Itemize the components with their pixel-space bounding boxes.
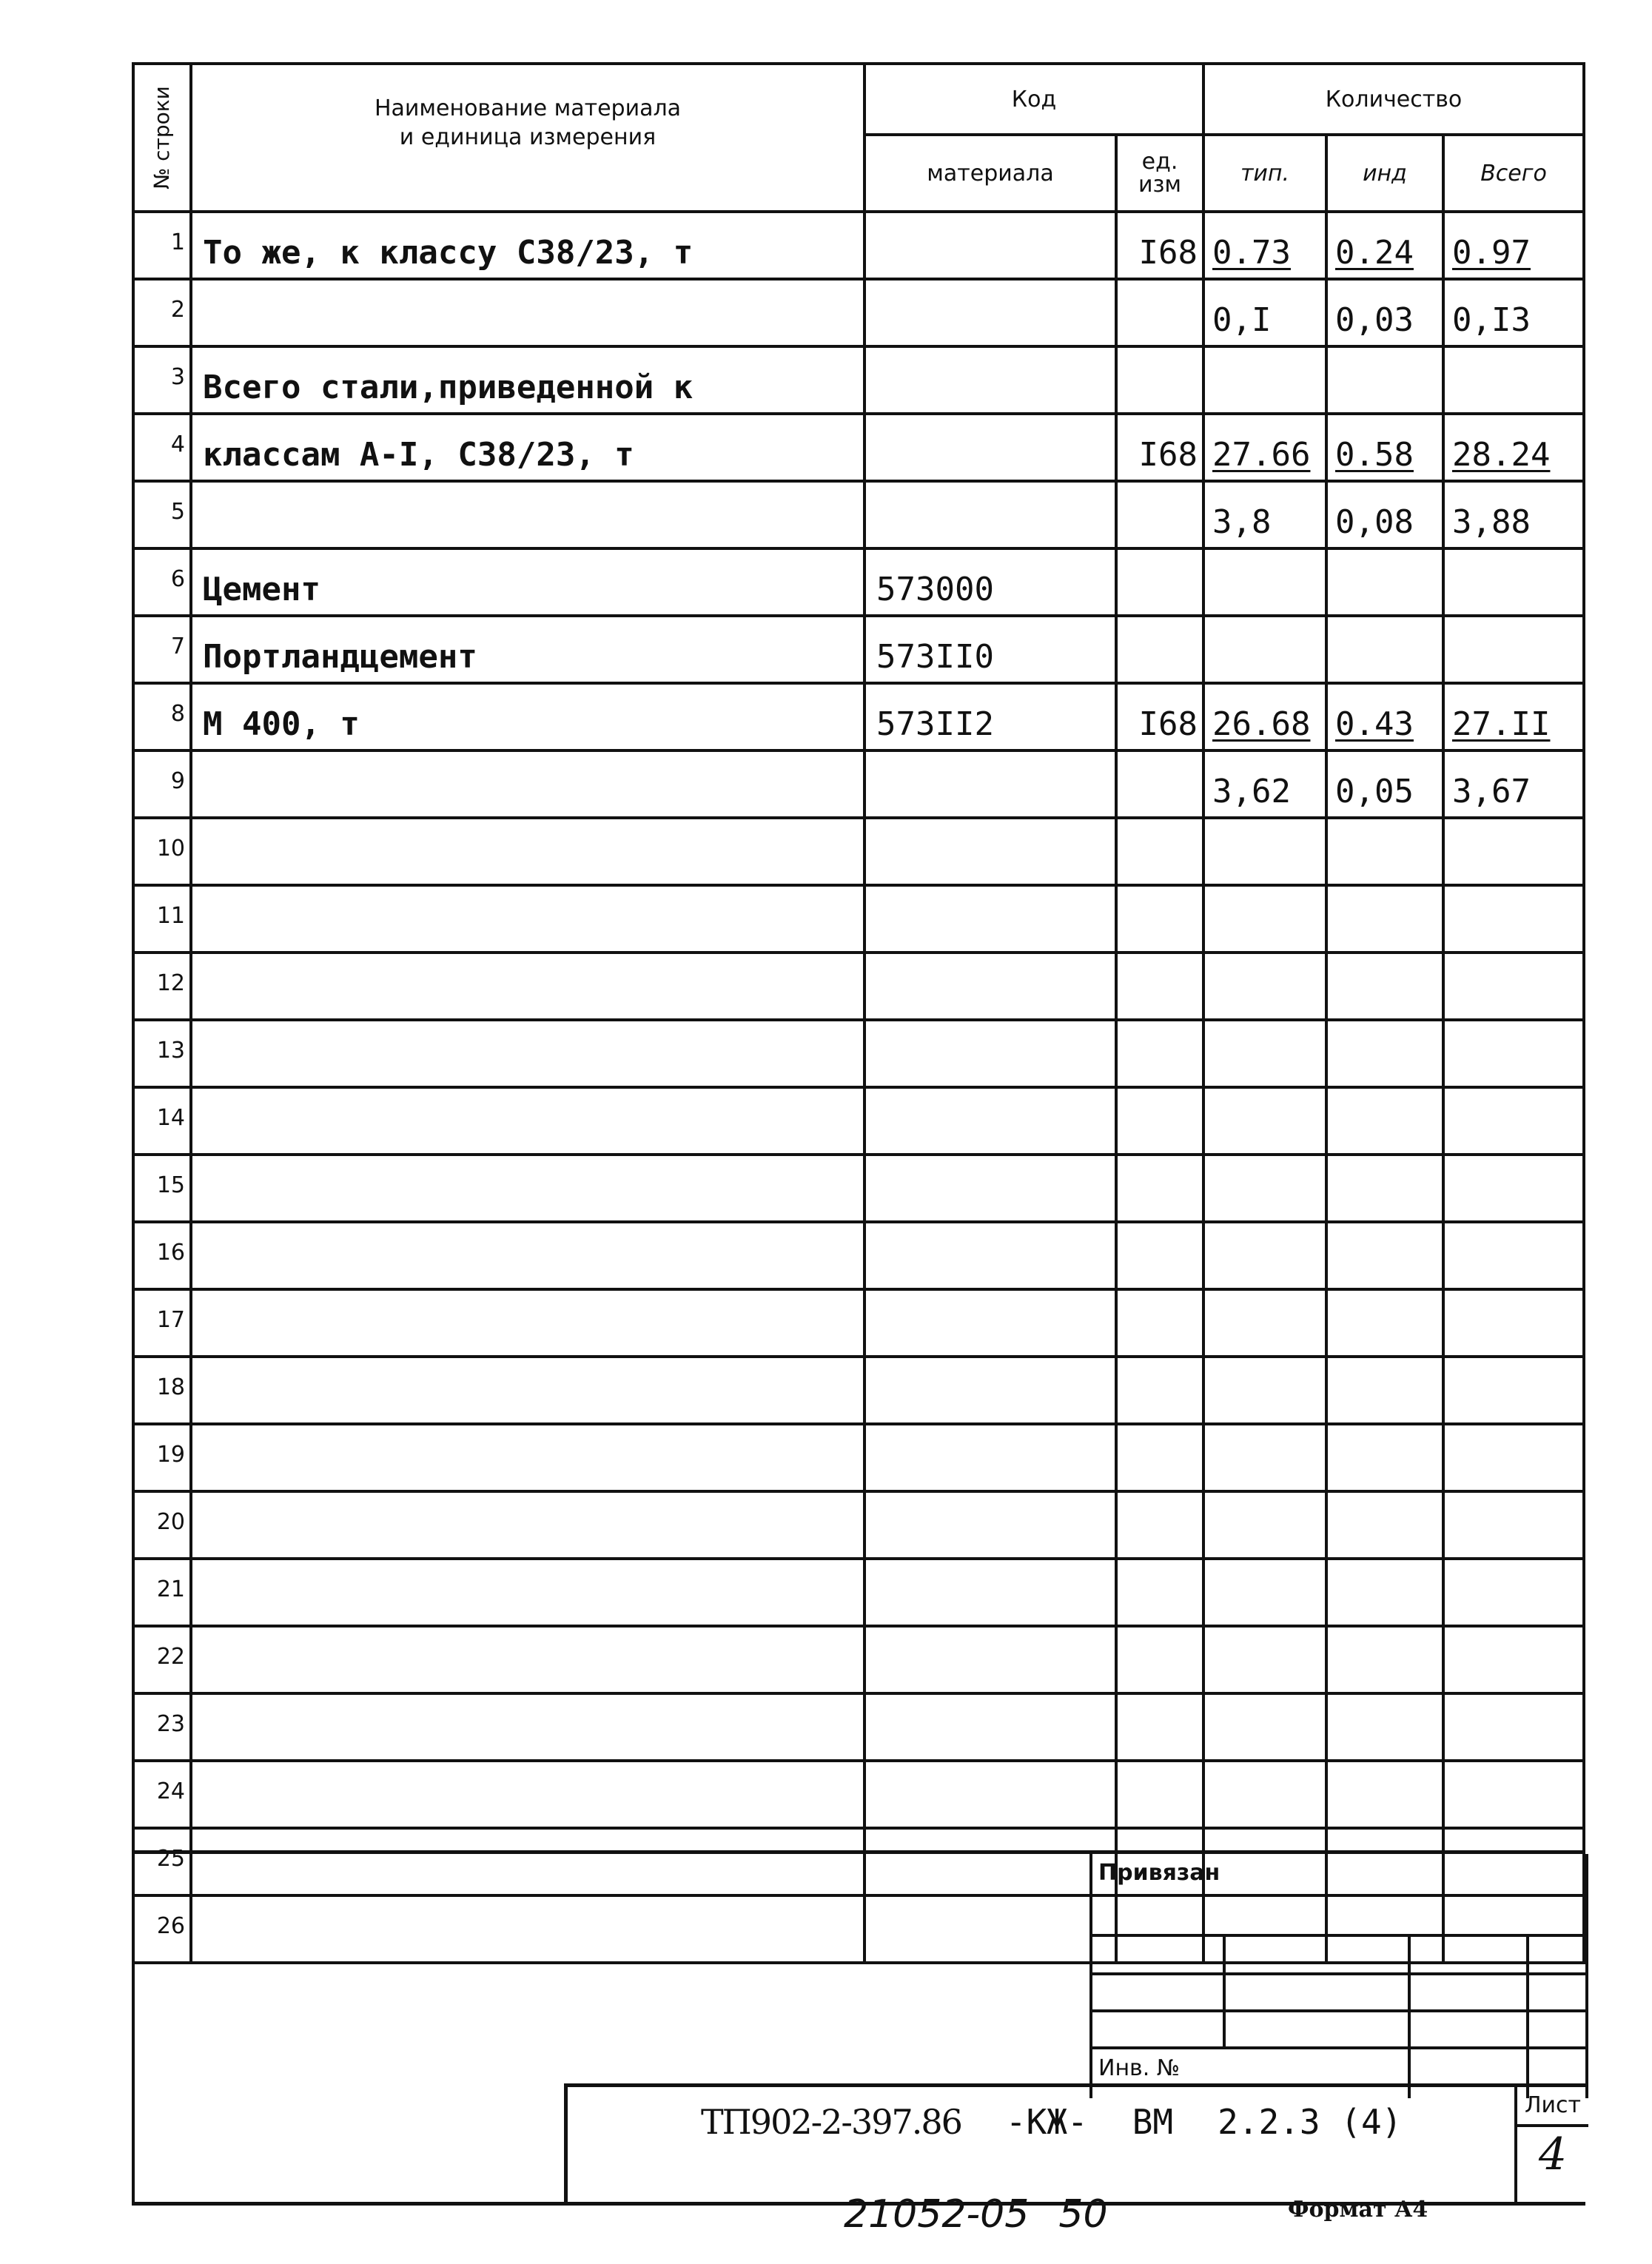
qty-total <box>1443 1357 1584 1424</box>
table-row <box>133 683 1584 750</box>
material-code <box>864 279 1116 346</box>
qty-total <box>1443 953 1584 1020</box>
qty-ind <box>1326 548 1443 616</box>
row-number: 14 <box>133 1087 191 1155</box>
table-row <box>133 750 1584 818</box>
attachment-block <box>1089 1854 1588 2098</box>
material-code <box>864 750 1116 818</box>
material-code <box>864 1289 1116 1357</box>
qty-total <box>1443 1559 1584 1626</box>
row-number: 4 <box>133 414 191 481</box>
qty-ind <box>1326 1693 1443 1761</box>
material-code: 573II0 <box>864 616 1116 683</box>
qty-ind <box>1326 953 1443 1020</box>
qty-ind: 0,03 <box>1326 279 1443 346</box>
qty-typ: 0.73 <box>1203 212 1326 279</box>
material-name <box>191 1559 864 1626</box>
unit-code <box>1116 1491 1203 1559</box>
table-row <box>133 414 1584 481</box>
row-number: 22 <box>133 1626 191 1693</box>
qty-ind <box>1326 1761 1443 1828</box>
material-code <box>864 414 1116 481</box>
unit-code <box>1116 1559 1203 1626</box>
sheet-label: Лист <box>1517 2087 1588 2127</box>
unit-code <box>1116 1693 1203 1761</box>
table-row <box>133 616 1584 683</box>
table-row <box>133 1491 1584 1559</box>
qty-total: 27.II <box>1443 683 1584 750</box>
qty-ind <box>1326 1155 1443 1222</box>
title-block <box>132 1850 1585 2206</box>
material-code <box>864 1357 1116 1424</box>
unit-code <box>1116 1626 1203 1693</box>
qty-total <box>1443 1087 1584 1155</box>
quantity-group-header: Количество <box>1203 64 1584 135</box>
qty-ind <box>1326 346 1443 414</box>
row-number: 25 <box>133 1828 191 1895</box>
unit-code <box>1116 750 1203 818</box>
unit-code <box>1116 1424 1203 1491</box>
material-name <box>191 750 864 818</box>
unit-code <box>1116 1761 1203 1828</box>
material-code <box>864 1155 1116 1222</box>
qty-ind <box>1326 1289 1443 1357</box>
material-code <box>864 1693 1116 1761</box>
qty-total <box>1443 1761 1584 1828</box>
material-name <box>191 481 864 548</box>
material-name: Цемент <box>191 548 864 616</box>
qty-total <box>1443 616 1584 683</box>
material-name <box>191 1222 864 1289</box>
material-code <box>864 818 1116 885</box>
materials-table <box>132 62 1585 1964</box>
qty-typ <box>1203 1761 1326 1828</box>
table-row <box>133 1222 1584 1289</box>
format-label: Формат А4 <box>1288 2197 1428 2223</box>
material-name <box>191 1289 864 1357</box>
qty-typ <box>1203 1559 1326 1626</box>
material-name <box>191 1424 864 1491</box>
unit-code <box>1116 346 1203 414</box>
qty-ind <box>1326 885 1443 953</box>
material-name: То же, к классу С38/23, т <box>191 212 864 279</box>
table-row <box>133 212 1584 279</box>
material-code <box>864 885 1116 953</box>
material-name <box>191 279 864 346</box>
qty-ind <box>1326 1020 1443 1087</box>
table-row <box>133 1020 1584 1087</box>
row-number: 6 <box>133 548 191 616</box>
row-number: 1 <box>133 212 191 279</box>
typ-header: тип. <box>1203 135 1326 212</box>
material-code <box>864 1222 1116 1289</box>
row-number: 12 <box>133 953 191 1020</box>
specification-sheet <box>132 62 1619 2194</box>
material-code <box>864 1020 1116 1087</box>
row-number: 23 <box>133 1693 191 1761</box>
row-number: 9 <box>133 750 191 818</box>
table-row <box>133 1155 1584 1222</box>
qty-ind: 0,08 <box>1326 481 1443 548</box>
qty-ind <box>1326 1424 1443 1491</box>
qty-ind: 0.24 <box>1326 212 1443 279</box>
table-row <box>133 548 1584 616</box>
unit-code <box>1116 481 1203 548</box>
qty-total <box>1443 1155 1584 1222</box>
table-row <box>133 953 1584 1020</box>
material-name: Портландцемент <box>191 616 864 683</box>
unit-code <box>1116 1155 1203 1222</box>
material-name <box>191 1491 864 1559</box>
qty-total <box>1443 885 1584 953</box>
table-row <box>133 1693 1584 1761</box>
material-code <box>864 1761 1116 1828</box>
qty-total <box>1443 548 1584 616</box>
material-name: М 400, т <box>191 683 864 750</box>
material-name <box>191 1155 864 1222</box>
qty-typ <box>1203 616 1326 683</box>
qty-total <box>1443 1626 1584 1693</box>
row-number: 13 <box>133 1020 191 1087</box>
material-name <box>191 1087 864 1155</box>
qty-total <box>1443 1289 1584 1357</box>
qty-ind <box>1326 1222 1443 1289</box>
qty-ind: 0.58 <box>1326 414 1443 481</box>
material-code-header: материала <box>864 135 1116 212</box>
qty-total <box>1443 1693 1584 1761</box>
qty-ind <box>1326 1087 1443 1155</box>
ind-header: инд <box>1326 135 1443 212</box>
unit-code <box>1116 548 1203 616</box>
table-row <box>133 818 1584 885</box>
qty-typ <box>1203 1357 1326 1424</box>
row-number: 18 <box>133 1357 191 1424</box>
material-code: 573II2 <box>864 683 1116 750</box>
qty-ind: 0.43 <box>1326 683 1443 750</box>
table-row <box>133 1559 1584 1626</box>
material-name <box>191 1357 864 1424</box>
row-number: 16 <box>133 1222 191 1289</box>
row-number: 10 <box>133 818 191 885</box>
material-name <box>191 1020 864 1087</box>
qty-total: 0.97 <box>1443 212 1584 279</box>
qty-typ: 26.68 <box>1203 683 1326 750</box>
unit-code <box>1116 1357 1203 1424</box>
total-header: Всего <box>1443 135 1584 212</box>
qty-total <box>1443 818 1584 885</box>
unit-code <box>1116 953 1203 1020</box>
unit-code <box>1116 1087 1203 1155</box>
material-name: Всего стали,приведенной к <box>191 346 864 414</box>
qty-typ <box>1203 548 1326 616</box>
unit-code <box>1116 616 1203 683</box>
row-number: 8 <box>133 683 191 750</box>
qty-typ <box>1203 1020 1326 1087</box>
material-code <box>864 953 1116 1020</box>
row-number: 2 <box>133 279 191 346</box>
material-name <box>191 1761 864 1828</box>
qty-ind <box>1326 1491 1443 1559</box>
qty-typ: 0,I <box>1203 279 1326 346</box>
qty-typ <box>1203 1289 1326 1357</box>
qty-total <box>1443 1424 1584 1491</box>
unit-code <box>1116 885 1203 953</box>
table-row <box>133 1761 1584 1828</box>
qty-ind <box>1326 616 1443 683</box>
material-code <box>864 481 1116 548</box>
qty-typ <box>1203 1424 1326 1491</box>
sheet-number-box <box>1514 2087 1588 2206</box>
inventory-number-label: Инв. № <box>1098 2055 1181 2081</box>
qty-typ <box>1203 1491 1326 1559</box>
row-number: 21 <box>133 1559 191 1626</box>
qty-total: 3,67 <box>1443 750 1584 818</box>
row-number: 26 <box>133 1895 191 1963</box>
row-number: 11 <box>133 885 191 953</box>
material-code: 573000 <box>864 548 1116 616</box>
unit-code: I68 <box>1116 212 1203 279</box>
qty-ind <box>1326 1357 1443 1424</box>
row-number: 5 <box>133 481 191 548</box>
qty-total <box>1443 1020 1584 1087</box>
table-row <box>133 481 1584 548</box>
qty-total: 0,I3 <box>1443 279 1584 346</box>
material-name <box>191 1693 864 1761</box>
unit-code: I68 <box>1116 683 1203 750</box>
qty-typ <box>1203 1626 1326 1693</box>
qty-ind <box>1326 818 1443 885</box>
unit-code <box>1116 1222 1203 1289</box>
qty-typ <box>1203 1222 1326 1289</box>
material-name <box>191 953 864 1020</box>
attached-label: Привязан <box>1098 1860 1220 1886</box>
row-number: 20 <box>133 1491 191 1559</box>
material-code <box>864 1559 1116 1626</box>
qty-typ <box>1203 1087 1326 1155</box>
qty-ind <box>1326 1559 1443 1626</box>
material-name <box>191 885 864 953</box>
unit-header: ед. изм <box>1116 135 1203 212</box>
material-code <box>864 1491 1116 1559</box>
sheet-number: 4 <box>1538 2129 1568 2180</box>
row-number: 3 <box>133 346 191 414</box>
table-row <box>133 1626 1584 1693</box>
material-name: классам А-I, С38/23, т <box>191 414 864 481</box>
material-name <box>191 1626 864 1693</box>
qty-total <box>1443 1222 1584 1289</box>
qty-ind: 0,05 <box>1326 750 1443 818</box>
unit-code <box>1116 818 1203 885</box>
unit-code <box>1116 1020 1203 1087</box>
qty-typ: 3,62 <box>1203 750 1326 818</box>
row-number: 15 <box>133 1155 191 1222</box>
row-number: 17 <box>133 1289 191 1357</box>
qty-total <box>1443 346 1584 414</box>
table-row <box>133 279 1584 346</box>
table-row <box>133 346 1584 414</box>
table-row <box>133 1424 1584 1491</box>
qty-typ <box>1203 885 1326 953</box>
table-row <box>133 1289 1584 1357</box>
material-name <box>191 818 864 885</box>
unit-code: I68 <box>1116 414 1203 481</box>
material-code <box>864 1087 1116 1155</box>
qty-typ <box>1203 818 1326 885</box>
qty-ind <box>1326 1626 1443 1693</box>
row-number: 19 <box>133 1424 191 1491</box>
material-code <box>864 1626 1116 1693</box>
table-row <box>133 885 1584 953</box>
archive-number: 21052-05 50 <box>844 2192 1108 2237</box>
table-body <box>133 212 1584 1963</box>
row-number-header: № строки <box>133 64 191 212</box>
row-number: 24 <box>133 1761 191 1828</box>
material-code <box>864 346 1116 414</box>
qty-total: 28.24 <box>1443 414 1584 481</box>
row-number: 7 <box>133 616 191 683</box>
document-code: ТП902-2-397.86 -КЖ- ВМ 2.2.3 (4) <box>701 2102 1403 2142</box>
document-stamp <box>564 2083 1588 2206</box>
table-row <box>133 1357 1584 1424</box>
qty-typ: 3,8 <box>1203 481 1326 548</box>
unit-code <box>1116 1289 1203 1357</box>
code-group-header: Код <box>864 64 1203 135</box>
qty-total <box>1443 1491 1584 1559</box>
material-code <box>864 1424 1116 1491</box>
qty-typ <box>1203 1155 1326 1222</box>
unit-code <box>1116 279 1203 346</box>
qty-typ <box>1203 953 1326 1020</box>
qty-typ: 27.66 <box>1203 414 1326 481</box>
qty-typ <box>1203 346 1326 414</box>
qty-typ <box>1203 1693 1326 1761</box>
qty-total: 3,88 <box>1443 481 1584 548</box>
table-row <box>133 1087 1584 1155</box>
material-name-header: Наименование материала и единица измерения <box>191 64 864 212</box>
material-code <box>864 212 1116 279</box>
